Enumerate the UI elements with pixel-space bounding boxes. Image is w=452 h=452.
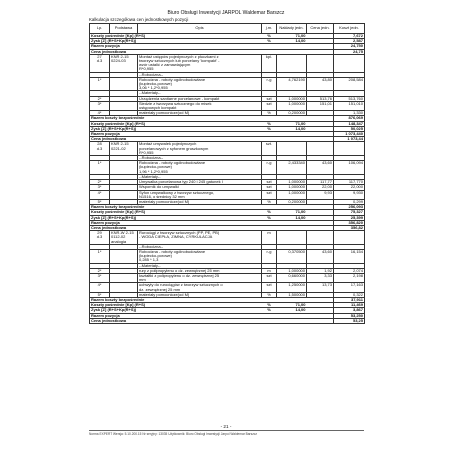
cell-podstawa: KNR 2-15 0224-03 (110, 54, 138, 72)
item-row (90, 283, 365, 292)
summary-label: Razem koszty bezpośrednie (90, 116, 262, 121)
cell-lp: 4* (90, 111, 110, 116)
cell-jm: szt (262, 190, 277, 199)
cell-opis: --Robocizna-- (138, 156, 262, 161)
summary-label: Koszty pośrednie [Kp] (R+S) (90, 34, 262, 39)
cell-lp: 3* (90, 185, 110, 190)
cell-cena (307, 142, 334, 156)
cell-koszt: 208,584 (334, 77, 365, 91)
cell-jm: % (262, 292, 277, 297)
cell-opis: kształtki z polipropylenu o dz. zewnętrznej 25 mm (138, 273, 262, 282)
cell-podstawa (110, 283, 138, 292)
cell-cena: 513,76 (307, 96, 334, 101)
summary-value: 50,025 (334, 126, 365, 131)
summary-rate: 14,00 (277, 39, 307, 44)
summary-label: Zysk [Z] (R+S+Kp(R+S)) (90, 215, 262, 220)
summary-rate: 14,00 (277, 126, 307, 131)
summary-value: 53,250 (334, 313, 365, 318)
cell-opis: Urządzenia sanitarne porcelanowe - kompakt (138, 96, 262, 101)
item-row (90, 77, 365, 91)
summary-value: 24,750 (334, 44, 365, 49)
item-row (90, 249, 365, 263)
summary-value: 256,093 (334, 205, 365, 210)
summary-unit: % (262, 121, 277, 126)
summary-label: Koszty pośrednie [Kp] (R+S) (90, 121, 262, 126)
cell-koszt: 2,198 (334, 273, 365, 282)
cell-koszt: 0,322 (334, 292, 365, 297)
cell-koszt: 513,760 (334, 96, 365, 101)
cell-lp: 28 d.3 (90, 142, 110, 156)
summary-unit: % (262, 210, 277, 215)
summary-label: Razem koszty bezpośrednie (90, 297, 262, 302)
cell-lp: 4* (90, 283, 110, 292)
cell-opis: rury z polipropylenu o dz. zewnętrznej 25 mm (138, 268, 262, 273)
summary-rate: 14,00 (277, 215, 307, 220)
position-row (90, 142, 365, 156)
document-subtitle: Kalkulacja szczegółowa cen jednostkowych pozycji (89, 17, 189, 22)
summary-unit: % (262, 215, 277, 220)
cell-jm: % (262, 199, 277, 204)
item-row (90, 190, 365, 199)
cell-cena: 3,33 (307, 273, 334, 282)
summary-value: 356,82 (334, 225, 365, 230)
cell-naklady: 0,370500 (277, 249, 307, 263)
cell-podstawa (110, 101, 138, 110)
col-header-koszt: Koszt jedn. (334, 24, 365, 34)
cell-lp: 5* (90, 199, 110, 204)
cell-podstawa (110, 77, 138, 91)
summary-value: 1 073,440 (334, 132, 365, 137)
cell-opis: uchwyty do rurociągów z tworzyw sztucznych o dz. zewnętrznej 25 mm (138, 283, 262, 292)
cell-lp: 3* (90, 273, 110, 282)
cell-koszt (334, 54, 365, 72)
cell-koszt: 1,330 (334, 111, 365, 116)
cell-lp: 1* (90, 77, 110, 91)
cell-jm: m (262, 231, 277, 245)
col-header-jm: j.m. (262, 24, 277, 34)
cell-lp: 27 d.3 (90, 54, 110, 72)
summary-value: 3,867 (334, 308, 365, 313)
cell-naklady: 1,000000 (277, 96, 307, 101)
summary-label: Zysk [Z] (R+S+Kp(R+S)) (90, 126, 262, 131)
cell-jm: szt (262, 101, 277, 110)
cell-naklady: 1,000000 (277, 185, 307, 190)
summary-label: Koszty pośrednie [Kp] (R+S) (90, 303, 262, 308)
cell-koszt: 16,154 (334, 249, 365, 263)
cell-cena: 9,93 (307, 190, 334, 199)
cell-podstawa (110, 161, 138, 175)
cell-opis: Rurociągi z tworzyw sztucznych (PP, PE, PB) - WODA CIEPŁA, ZIMNA, CYRKULACJA (138, 231, 262, 245)
summary-unit: % (262, 34, 277, 39)
summary-label: Cena jednostkowa (90, 137, 262, 142)
cell-koszt (334, 231, 365, 245)
cell-cena: 13,73 (307, 283, 334, 292)
company-header: Biuro Obsługi Inwestycji JARPOL Waldemar Barszcz (167, 10, 285, 16)
footer-divider (89, 430, 364, 431)
cell-naklady: 1,250000 (277, 283, 307, 292)
summary-unit: % (262, 126, 277, 131)
cell-jm: szt (262, 180, 277, 185)
summary-value: 356,820 (334, 220, 365, 225)
cell-lp: 2* (90, 96, 110, 101)
calculation-table (89, 23, 365, 324)
summary-label: Koszty pośrednie [Kp] (R+S) (90, 210, 262, 215)
cell-opis: --Materiały-- (138, 91, 262, 96)
cell-naklady: 1,500000 (277, 292, 307, 297)
col-header-podstawa: Podstawa (110, 24, 138, 34)
cell-naklady (277, 54, 307, 72)
cell-lp: 1* (90, 249, 110, 263)
summary-label: Cena jednostkowa (90, 49, 262, 54)
summary-value: 148,347 (334, 121, 365, 126)
cell-jm: szt (262, 96, 277, 101)
summary-label: Razem pozycja (90, 313, 262, 318)
cell-lp: 5* (90, 292, 110, 297)
summary-label: Razem pozycja (90, 132, 262, 137)
summary-rate: 14,00 (277, 308, 307, 313)
cell-jm: szt (262, 283, 277, 292)
summary-label: Zysk [Z] (R+S+Kp(R+S)) (90, 308, 262, 313)
summary-label: Razem pozycja (90, 44, 262, 49)
cell-cena: 43,80 (307, 77, 334, 91)
summary-rate: 71,00 (277, 303, 307, 308)
summary-label: Cena jednostkowa (90, 318, 262, 323)
cell-podstawa: KNR 2-15 0221-02 (110, 142, 138, 156)
cell-lp: 1* (90, 161, 110, 175)
position-row (90, 231, 365, 245)
cell-koszt: 9,930 (334, 190, 365, 199)
summary-rate: 71,00 (277, 210, 307, 215)
cell-cena: 117,77 (307, 180, 334, 185)
cell-naklady: 0,200000 (277, 199, 307, 204)
cell-opis: Wspornik do umywalki (138, 185, 262, 190)
item-row (90, 273, 365, 282)
cell-lp: 29 d.3 (90, 231, 110, 245)
cell-cena (307, 54, 334, 72)
cell-podstawa: KNR-W 2-15 0112-02 analogia (110, 231, 138, 245)
cell-koszt: 17,163 (334, 283, 365, 292)
summary-value: 24,75 (334, 49, 365, 54)
cell-lp: 3* (90, 101, 110, 110)
cell-lp: 4* (90, 190, 110, 199)
cell-koszt: 0,299 (334, 199, 365, 204)
cell-jm: r-g (262, 77, 277, 91)
cell-jm: m (262, 268, 277, 273)
cell-jm: r-g (262, 249, 277, 263)
cell-cena: 22,00 (307, 185, 334, 190)
cell-naklady: 0,200000 (277, 111, 307, 116)
summary-unit: % (262, 308, 277, 313)
cell-opis: --Robocizna-- (138, 72, 262, 77)
cell-naklady: 1,000000 (277, 268, 307, 273)
cell-cena (307, 231, 334, 245)
cell-podstawa (110, 273, 138, 282)
cell-koszt: 106,094 (334, 161, 365, 175)
summary-value: 53,25 (334, 318, 365, 323)
cell-cena: 43,60 (307, 161, 334, 175)
cell-opis: materiały pomocnicze(od M) (138, 111, 262, 116)
cell-koszt: 22,000 (334, 185, 365, 190)
page-number: - 21 - (220, 424, 232, 429)
summary-value: 75,327 (334, 210, 365, 215)
cell-koszt (334, 142, 365, 156)
cell-lp: 2* (90, 268, 110, 273)
col-header-naklady: Nakłady jedn. (277, 24, 307, 34)
table-header-row (90, 24, 365, 34)
cell-naklady: 0,660000 (277, 273, 307, 282)
cell-opis: Robocizna - roboty ogólnobudowlane (kupiecko-porowe) 3,06 * 1,2*0,955 (138, 77, 262, 91)
cell-opis: Syfon umywalkowy z tworzyw sztucznego, N1516, o średnicy 32 mm (138, 190, 262, 199)
position-row (90, 54, 365, 72)
summary-label: Zysk [Z] (R+S+Kp(R+S)) (90, 39, 262, 44)
cell-koszt: 151,010 (334, 101, 365, 110)
cell-opis: --Robocizna-- (138, 244, 262, 249)
cell-naklady: 1,000000 (277, 101, 307, 110)
cell-cena: 1,92 (307, 268, 334, 273)
cell-jm: szt (262, 185, 277, 190)
cell-naklady (277, 231, 307, 245)
cell-opis: --Materiały-- (138, 263, 262, 268)
cell-jm: kpl. (262, 54, 277, 72)
summary-unit: % (262, 303, 277, 308)
cell-opis: Siedzie z tworzywa sztucznego do misek ustępowych kompakt (138, 101, 262, 110)
cell-koszt: 117,770 (334, 180, 365, 185)
summary-rate: 71,00 (277, 34, 307, 39)
summary-value: 876,069 (334, 116, 365, 121)
cell-jm: szt. (262, 142, 277, 156)
cell-opis: materiały pomocnicze(od M) (138, 199, 262, 204)
cell-koszt: 2,074 (334, 268, 365, 273)
summary-blank (307, 318, 334, 323)
cell-cena: 151,01 (307, 101, 334, 110)
summary-label: Razem pozycja (90, 220, 262, 225)
summary-label: Razem koszty bezpośrednie (90, 205, 262, 210)
cell-opis: Umywalka porcelanowa typ 240 i 245 gatunek I (138, 180, 262, 185)
summary-value: 11,469 (334, 303, 365, 308)
item-row (90, 101, 365, 110)
summary-unit: % (262, 39, 277, 44)
cell-opis: Montaż ustępów pojedynczych z płuczkami z tworzyw sztucznych lub porcelany 'kompakt' - wzór ustalić z zamawiającym R*0,955 (138, 54, 262, 72)
summary-row (90, 318, 365, 323)
item-row (90, 161, 365, 175)
summary-value: 7,672 (334, 34, 365, 39)
cell-opis: materiały pomocnicze(od M) (138, 292, 262, 297)
col-header-opis: Opis (138, 24, 262, 34)
cell-naklady: 4,762190 (277, 77, 307, 91)
cell-naklady: 2,433340 (277, 161, 307, 175)
summary-label: Cena jednostkowa (90, 225, 262, 230)
cell-podstawa (110, 190, 138, 199)
cell-opis: Robocizna - roboty ogólnobudowlane (kupiecko-porowe) 1,96 * 1,2*0,955 (138, 161, 262, 175)
summary-rate (277, 318, 307, 323)
cell-cena: 43,60 (307, 249, 334, 263)
summary-value: 37,911 (334, 297, 365, 302)
col-header-lp: Lp. (90, 24, 110, 34)
cell-lp: 2* (90, 180, 110, 185)
table-body (90, 34, 365, 324)
summary-rate: 71,00 (277, 121, 307, 126)
col-header-cena: Cena jedn. (307, 24, 334, 34)
summary-value: 2,587 (334, 39, 365, 44)
footer-note: Norma EXPERT Wersja: 5.10.200.15 Nr seryjny: 13035 Użytkownik: Biuro Obsługi Inwestycji Jarpol Waldemar Barszcz (89, 432, 257, 436)
cell-jm: r-g (262, 161, 277, 175)
summary-value: 25,399 (334, 215, 365, 220)
cell-naklady: 1,000000 (277, 190, 307, 199)
summary-unit (262, 318, 277, 323)
cell-naklady: 1,000000 (277, 180, 307, 185)
cell-opis: Montaż umywalek pojedynczych porcelanowych z syfonem gruszkowym R*0,955 (138, 142, 262, 156)
cell-jm: szt (262, 273, 277, 282)
cell-jm: % (262, 111, 277, 116)
summary-value: 1 073,44 (334, 137, 365, 142)
cell-naklady (277, 142, 307, 156)
cell-opis: Robocizna - roboty ogólnobudowlane (kupiecko-porowe) 0,285 * 1,3 (138, 249, 262, 263)
cell-podstawa (110, 249, 138, 263)
cell-opis: --Materiały-- (138, 174, 262, 179)
